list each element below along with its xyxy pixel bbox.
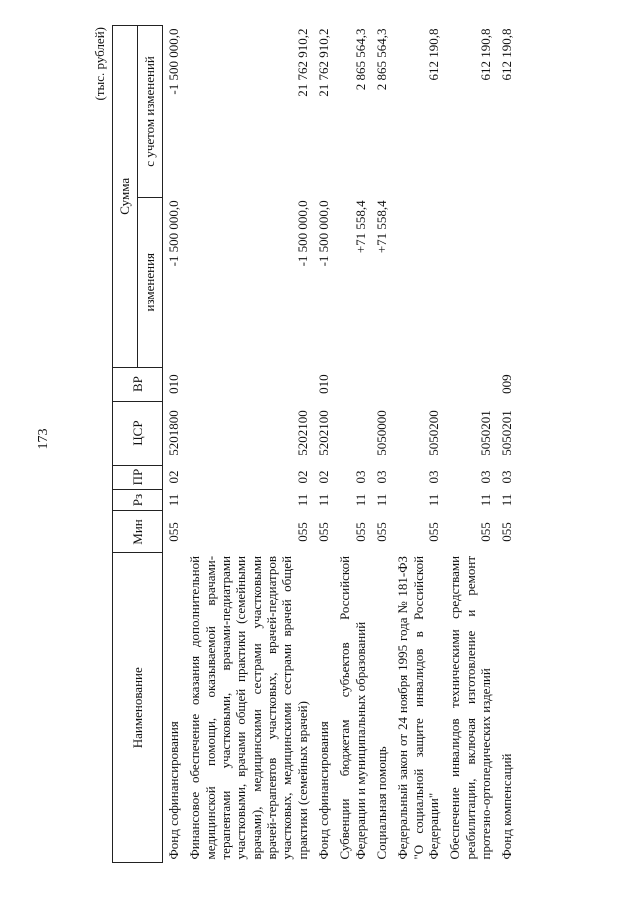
- row-with-change: 2 865 564,3: [352, 28, 368, 91]
- row-vr: [184, 367, 313, 401]
- row-pr: 02: [315, 470, 331, 484]
- table-row: [496, 26, 517, 863]
- row-rz: 11: [425, 493, 441, 507]
- row-csr: 5201800: [166, 410, 181, 456]
- row-name: Финансовое обеспечение оказания дополнительной медицинской помощи, оказываемой врачами-терапевтами участковыми, врачами-педиатрами участковыми, врачами общей практики (семейными врачами), медицинскими сестрами участковыми врачей-терапевтов участковых, врачей-педиатров участковых, медицинскими сестрами врачей общей практики (семейных врачей): [187, 555, 310, 860]
- row-pr: 03: [352, 470, 368, 484]
- table-body: [163, 26, 518, 863]
- row-csr: 5050200: [425, 410, 441, 456]
- row-vr: 010: [315, 374, 331, 394]
- budget-page: [90, 23, 560, 863]
- header-pr: ПР: [113, 465, 163, 489]
- row-rz: 11: [166, 493, 181, 507]
- row-name: Фонд софинансирования: [166, 721, 181, 860]
- row-pr: 02: [166, 470, 181, 484]
- row-min: 055: [166, 522, 181, 542]
- header-with-change: с учетом изменений: [138, 26, 163, 198]
- row-name: Социальная помощь: [373, 746, 389, 860]
- row-rz: 11: [315, 493, 331, 507]
- row-name: Федеральный закон от 24 ноября 1995 года № 181-ФЗ "О социальной защите инвалидов в Российской Федерации": [395, 555, 441, 860]
- row-csr: 5050201: [477, 410, 493, 456]
- table-row: [371, 26, 392, 863]
- row-name: Обеспечение инвалидов техническими средствами реабилитации, включая изготовление и ремонт протезно-ортопедических изделий: [447, 555, 493, 860]
- header-csr: ЦСР: [113, 401, 163, 465]
- header-rz: Рз: [113, 489, 163, 511]
- budget-table: [112, 25, 518, 863]
- header-change: изменения: [138, 197, 163, 367]
- row-rz: 11: [373, 493, 389, 507]
- row-pr: 03: [477, 470, 493, 484]
- row-rz: 11: [477, 493, 493, 507]
- units-label: (тыс. рублей): [92, 27, 107, 101]
- row-csr: [334, 401, 371, 465]
- row-min: 055: [499, 522, 515, 542]
- row-change: +71 558,4: [352, 200, 368, 254]
- row-change: -1 500 000,0: [294, 200, 310, 267]
- row-with-change: 2 865 564,3: [373, 28, 389, 91]
- row-with-change: 612 190,8: [499, 28, 515, 81]
- table-row: [334, 26, 371, 863]
- row-with-change: 612 190,8: [477, 28, 493, 81]
- table-row: [163, 26, 185, 863]
- row-pr: 03: [425, 470, 441, 484]
- row-pr: 03: [499, 470, 515, 484]
- row-change: -1 500 000,0: [166, 200, 181, 267]
- row-csr: 5050000: [373, 410, 389, 456]
- row-change: -1 500 000,0: [315, 200, 331, 267]
- row-min: 055: [315, 522, 331, 542]
- row-with-change: 612 190,8: [425, 28, 441, 81]
- row-change: +71 558,4: [373, 200, 389, 254]
- row-change: [496, 197, 517, 367]
- row-min: 055: [373, 522, 389, 542]
- row-vr: [444, 367, 496, 401]
- row-min: 055: [352, 522, 368, 542]
- row-name: Субвенции бюджетам субъектов Российской Федерации и муниципальных образований: [337, 555, 368, 860]
- row-vr: [392, 367, 444, 401]
- row-with-change: 21 762 910,2: [315, 28, 331, 97]
- row-vr: [334, 367, 371, 401]
- row-with-change: -1 500 000,0: [166, 28, 181, 95]
- row-csr: 5202100: [294, 410, 310, 456]
- page-number: 173: [36, 428, 51, 450]
- row-rz: 11: [352, 493, 368, 507]
- row-name: Фонд компенсаций: [499, 753, 515, 860]
- row-rz: 11: [294, 493, 310, 507]
- table-row: [392, 26, 444, 863]
- row-change: [392, 197, 444, 367]
- row-vr: 010: [166, 374, 181, 394]
- row-with-change: 21 762 910,2: [294, 28, 310, 97]
- row-vr: [371, 367, 392, 401]
- row-rz: 11: [499, 493, 515, 507]
- header-name: Наименование: [113, 553, 163, 863]
- row-vr: 009: [499, 374, 515, 394]
- header-sum: Сумма: [113, 26, 138, 368]
- row-name: Фонд софинансирования: [315, 721, 331, 860]
- row-pr: 02: [294, 470, 310, 484]
- row-min: 055: [425, 522, 441, 542]
- row-csr: 5202100: [315, 410, 331, 456]
- row-min: 055: [477, 522, 493, 542]
- header-min: Мин: [113, 511, 163, 553]
- row-min: 055: [294, 522, 310, 542]
- row-pr: 03: [373, 470, 389, 484]
- table-row: [184, 26, 313, 863]
- row-change: [444, 197, 496, 367]
- header-vr: ВР: [113, 367, 163, 401]
- table-header: [113, 26, 163, 863]
- row-csr: 5050201: [499, 410, 515, 456]
- table-row: [444, 26, 496, 863]
- table-row: [313, 26, 334, 863]
